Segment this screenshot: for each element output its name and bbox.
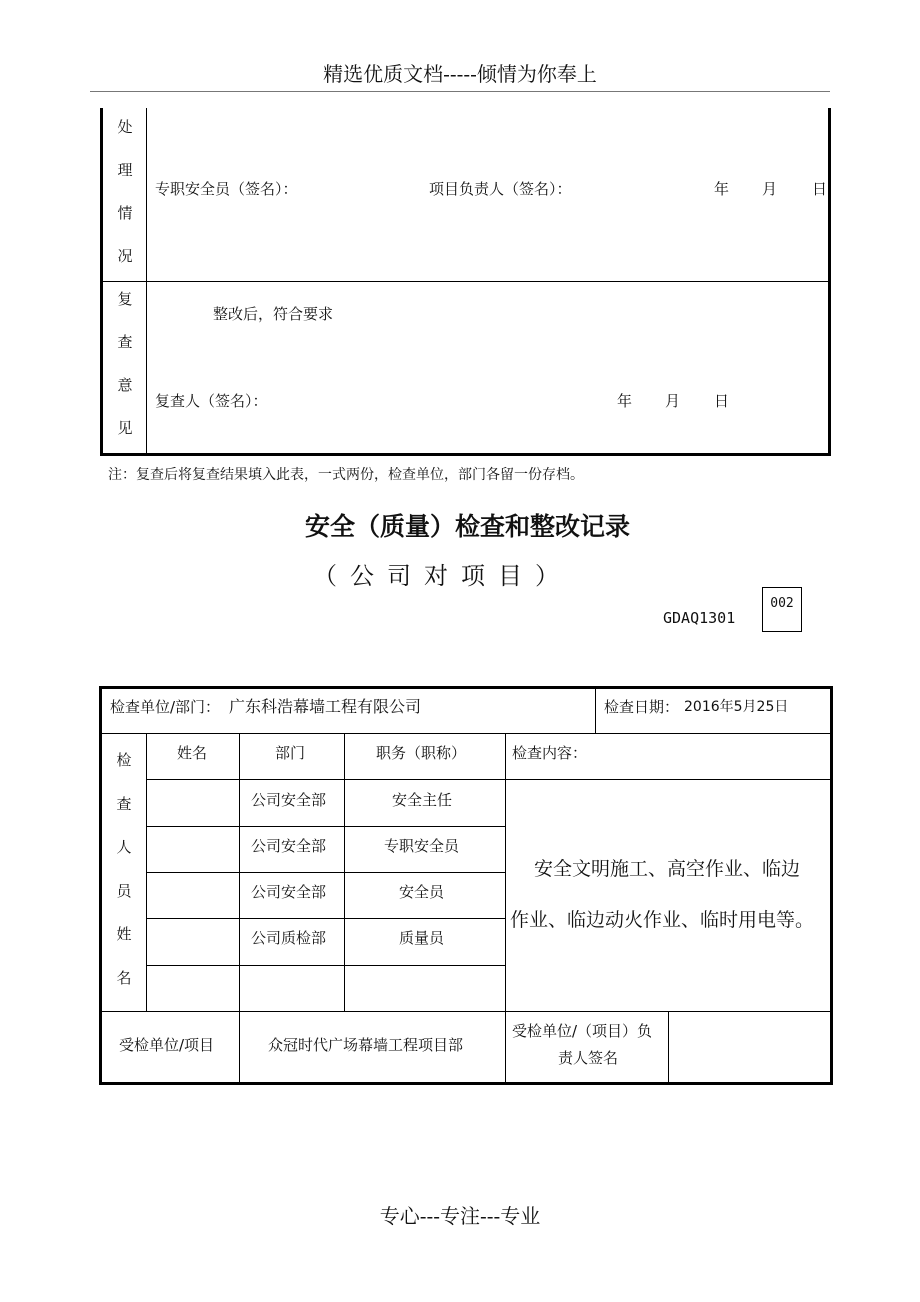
row-position: 质量员	[399, 929, 445, 947]
col-header-content: 检查内容：	[512, 744, 588, 762]
review-label-char: 见	[117, 419, 133, 437]
row-divider	[146, 826, 505, 827]
inspection-date-label: 检查日期：	[604, 698, 680, 716]
handling-label-char: 况	[117, 247, 133, 265]
responsible-signature-label: 受检单位/（项目）负	[512, 1022, 653, 1040]
date-day-label: 日	[812, 180, 828, 198]
column-divider	[344, 733, 345, 1011]
inspected-unit-value: 众冠时代广场幕墙工程项目部	[268, 1036, 464, 1054]
record-subtitle: （公司对项目）	[313, 562, 572, 590]
col-header-name: 姓名	[177, 744, 208, 762]
review-date-day: 日	[714, 392, 730, 410]
col-header-position: 职务（职称）	[376, 744, 467, 762]
reviewer-signature-label: 复查人（签名）：	[155, 392, 268, 410]
header-rule	[90, 91, 830, 92]
row-department: 公司质检部	[251, 929, 327, 947]
handling-label-char: 理	[117, 161, 133, 179]
record-title: 安全（质量）检查和整改记录	[304, 512, 630, 541]
review-date-month: 月	[665, 392, 681, 410]
section-divider	[103, 281, 831, 282]
column-divider	[146, 733, 147, 1011]
row-divider	[146, 918, 505, 919]
handling-review-table	[100, 108, 831, 456]
inspector-label-char: 人	[116, 838, 132, 856]
inspection-date-value: 2016年5月25日	[684, 699, 789, 715]
responsible-signature-label: 责人签名	[558, 1049, 619, 1067]
review-comment: 整改后，符合要求	[213, 305, 334, 323]
page-footer: 专心---专注---专业	[379, 1204, 541, 1228]
row-position: 安全主任	[392, 791, 453, 809]
inspection-content-line: 作业、临边动火作业、临时用电等。	[510, 909, 815, 931]
col-header-department: 部门	[275, 744, 306, 762]
row-department: 公司安全部	[251, 837, 327, 855]
inspection-unit-value: 广东科浩幕墙工程有限公司	[229, 697, 422, 716]
handling-label-char: 情	[117, 204, 133, 222]
page-header: 精选优质文档-----倾情为你奉上	[323, 62, 597, 86]
review-label-char: 复	[117, 290, 133, 308]
column-divider	[505, 733, 506, 1085]
row-department: 公司安全部	[251, 791, 327, 809]
document-code: GDAQ1301	[663, 609, 736, 627]
inspector-label-char: 员	[116, 882, 132, 900]
row-divider	[146, 779, 505, 780]
date-month-label: 月	[762, 180, 778, 198]
column-divider	[668, 1011, 669, 1085]
column-divider	[239, 733, 240, 1085]
row-divider	[102, 1011, 833, 1012]
project-leader-signature-label: 项目负责人（签名）：	[429, 180, 572, 198]
review-label-char: 查	[117, 333, 133, 351]
date-column-divider	[595, 689, 596, 733]
inspection-unit-label: 检查单位/部门：	[110, 698, 221, 716]
date-year-label: 年	[714, 180, 730, 198]
handling-label-char: 处	[117, 118, 133, 136]
row-divider	[146, 872, 505, 873]
review-label-char: 意	[117, 376, 133, 394]
inspection-content-line: 安全文明施工、高空作业、临边	[534, 858, 801, 880]
inspected-unit-label: 受检单位/项目	[119, 1036, 215, 1054]
row-divider	[146, 965, 505, 966]
row-divider	[505, 779, 833, 780]
row-position: 安全员	[399, 883, 445, 901]
inspector-label-char: 检	[116, 751, 132, 769]
row-department: 公司安全部	[251, 883, 327, 901]
row-position: 专职安全员	[384, 837, 460, 855]
archive-note: 注：复查后将复查结果填入此表，一式两份，检查单位，部门各留一份存档。	[108, 467, 584, 483]
safety-officer-signature-label: 专职安全员（签名）：	[155, 180, 298, 198]
document-number-box: 002	[762, 587, 802, 632]
inspector-label-char: 名	[116, 969, 132, 987]
inspector-label-char: 查	[116, 795, 132, 813]
review-date-year: 年	[617, 392, 633, 410]
inspection-record-table	[99, 686, 833, 1085]
row-divider	[102, 733, 833, 734]
inspector-label-char: 姓	[116, 925, 132, 943]
